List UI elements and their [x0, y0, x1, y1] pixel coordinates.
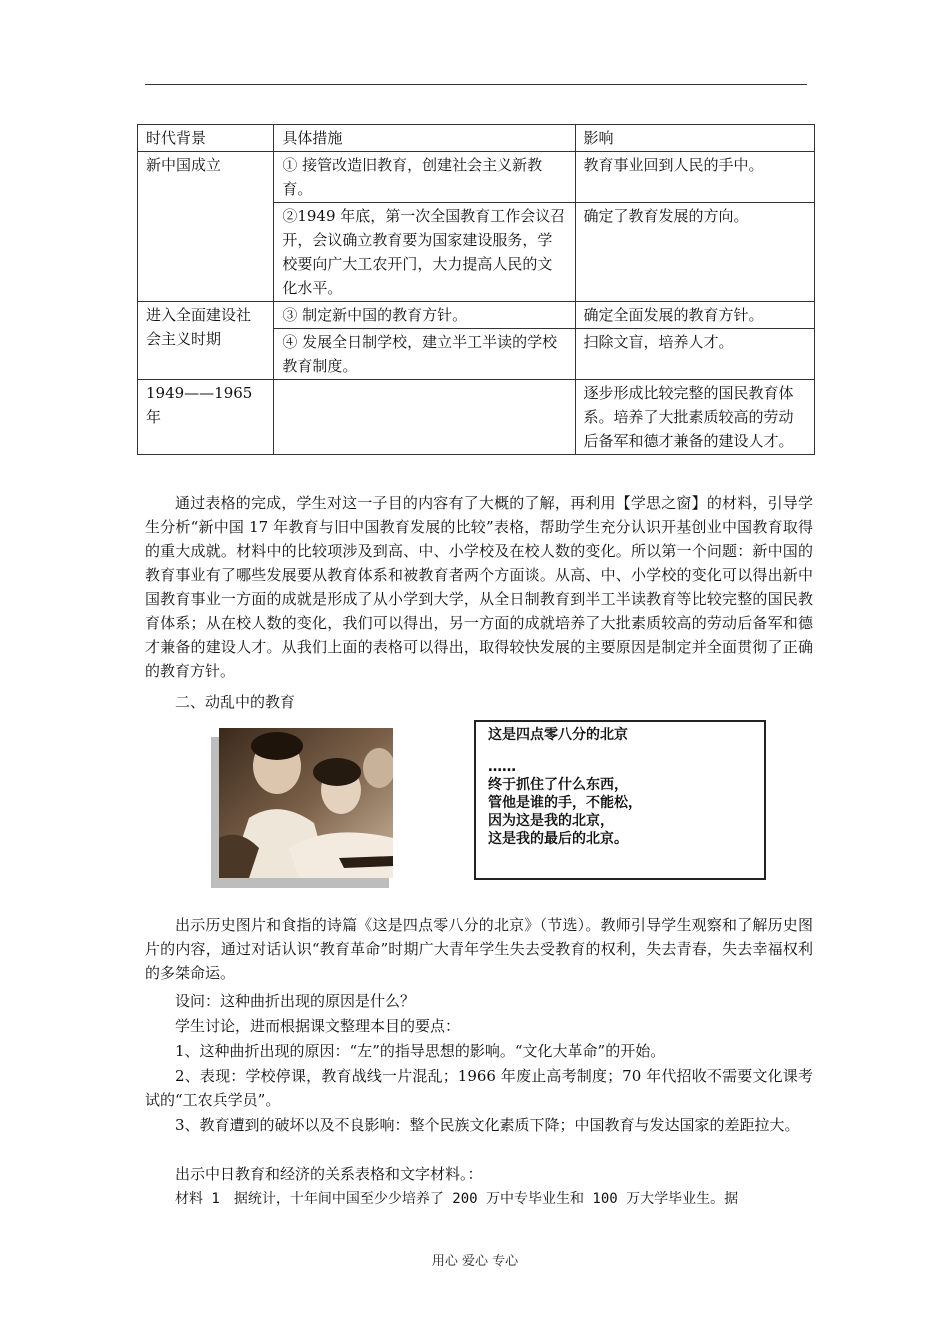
- paragraph-materials-intro: 出示中日教育和经济的关系表格和文字材料。：: [175, 1165, 483, 1183]
- table-cell-measure: ②1949 年底，第一次全国教育工作会议召开，会议确立教育要为国家建设服务，学校要向广大工农开门，大力提高人民的文化水平。: [274, 203, 575, 302]
- paragraph-question: 设问：这种曲折出现的原因是什么？: [175, 992, 416, 1010]
- poem-title: 这是四点零八分的北京: [488, 727, 628, 743]
- table-cell-measure: [274, 380, 575, 455]
- paragraph-material-1: 材料 1 据统计，十年间中国至少少培养了 200 万中专毕业生和 100 万大学毕业生。据: [175, 1191, 739, 1207]
- table-cell-measure: ④ 发展全日制学校，建立半工半读的学校教育制度。: [274, 329, 575, 380]
- table-header-row: [138, 125, 815, 152]
- point-impact: 3、教育遭到的破坏以及不良影响：整个民族文化素质下降；中国教育与发达国家的差距拉大。: [175, 1116, 800, 1134]
- table-cell-impact: 确定了教育发展的方向。: [575, 203, 815, 302]
- table-row: [138, 302, 815, 329]
- education-measures-table: [137, 124, 815, 455]
- paragraph-table-summary: 通过表格的完成，学生对这一子目的内容有了大概的了解，再利用【学思之窗】的材料，引导学生分析“新中国 17 年教育与旧中国教育发展的比较”表格，帮助学生充分认识开基创业中国教育取得的重大成就。材料中的比较项涉及到高、中、小学校及在校人数的变化。所以第一个问题：新中国的教育事业有了哪些发展要从教育体系和被教育者两个方面谈。从高、中、小学校的变化可以得出新中国教育事业一方面的成就是形成了从小学到大学，从全日制教育到半工半读教育等比较完整的国民教育体系；从在校人数的变化，我们可以得出，另一方面的成就培养了大批素质较高的劳动后备军和德才兼备的建设人才。从我们上面的表格可以得出，取得较快发展的主要原因是制定并全面贯彻了正确的教育方针。: [145, 494, 813, 680]
- table-cell-measure: ③ 制定新中国的教育方针。: [274, 302, 575, 329]
- poem-line: 因为这是我的北京，: [488, 813, 614, 829]
- historical-photo: [219, 728, 393, 878]
- paragraph-discussion: 学生讨论，进而根据课文整理本目的要点：: [175, 1017, 461, 1035]
- table-cell-era: 新中国成立: [138, 152, 274, 302]
- page-footer: 用心 爱心 专心: [431, 1254, 519, 1269]
- poem-line: 这是我的最后的北京。: [488, 831, 628, 847]
- table-cell-measure: ① 接管改造旧教育，创建社会主义新教育。: [274, 152, 575, 203]
- table-row: [138, 380, 815, 455]
- section-heading: 二、动乱中的教育: [175, 693, 296, 711]
- table-cell-impact: 教育事业回到人民的手中。: [575, 152, 815, 203]
- poem-excerpt-box: [474, 720, 766, 880]
- table-cell-impact: 扫除文盲，培养人才。: [575, 329, 815, 380]
- header-rule: [145, 84, 807, 85]
- table-header-impact: 影响: [575, 125, 815, 152]
- point-manifestation: 2、表现：学校停课，教育战线一片混乱；1966 年废止高考制度；70 年代招收不需要文化课考试的“工农兵学员”。: [145, 1067, 813, 1109]
- table-cell-impact: 逐步形成比较完整的国民教育体系。培养了大批素质较高的劳动后备军和德才兼备的建设人才。: [575, 380, 815, 455]
- poem-line: 终于抓住了什么东西，: [488, 777, 628, 793]
- table-header-measure: 具体措施: [274, 125, 575, 152]
- table-header-era: 时代背景: [138, 125, 274, 152]
- point-cause: 1、这种曲折出现的原因：“左”的指导思想的影响。“文化大革命”的开始。: [175, 1042, 666, 1060]
- table-row: [138, 152, 815, 203]
- poem-ellipsis: ……: [488, 759, 516, 775]
- poem-line: 管他是谁的手，不能松，: [488, 795, 642, 811]
- table-cell-era: 进入全面建设社会主义时期: [138, 302, 274, 380]
- table-cell-era: 1949——1965 年: [138, 380, 274, 455]
- table-cell-impact: 确定全面发展的教育方针。: [575, 302, 815, 329]
- paragraph-photo-poem: 出示历史图片和食指的诗篇《这是四点零八分的北京》（节选）。教师引导学生观察和了解历史图片的内容，通过对话认识“教育革命”时期广大青年学生失去受教育的权利，失去青春，失去幸福权利的多桀命运。: [145, 916, 813, 982]
